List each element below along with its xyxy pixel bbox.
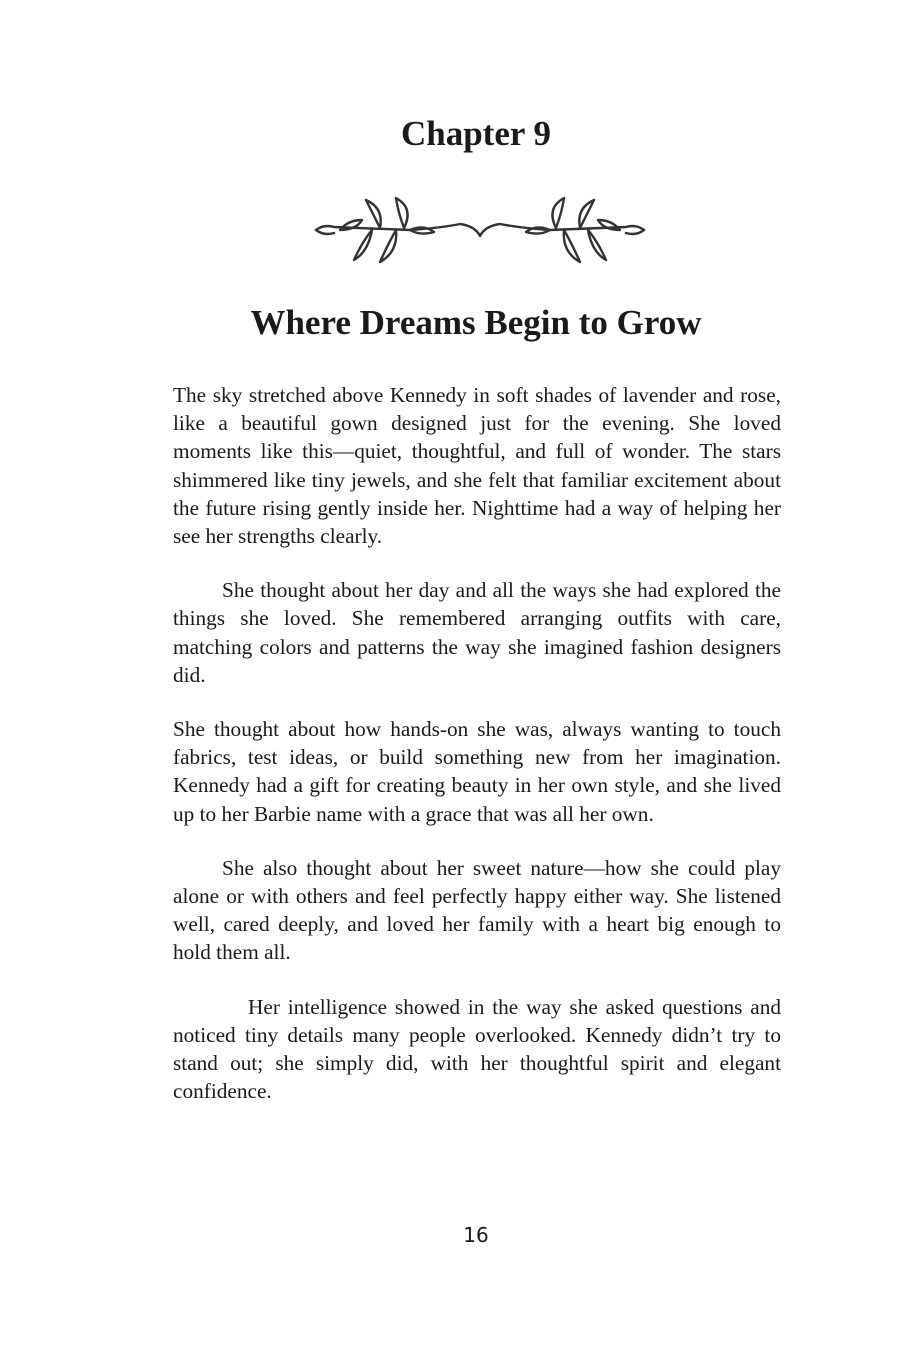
chapter-heading: Chapter 9 (400, 114, 552, 153)
paragraph: She thought about how hands-on she was, always wanting to touch fabrics, test ideas, or build something new from her imagination. Kennedy had a gift for creating beauty in her own style, and she lived up to her Barbie name with a grace that was all her own. (173, 717, 781, 826)
laurel-vine-divider-icon (310, 190, 650, 272)
page-number: 16 (463, 1223, 489, 1247)
body-text (173, 381, 781, 1131)
paragraph: She also thought about her sweet nature—how she could play alone or with others and feel perfectly happy either way. She listened well, cared deeply, and loved her family with a heart big enough to hold them all. (173, 855, 781, 965)
paragraph: Her intelligence showed in the way she asked questions and noticed tiny details many people overlooked. Kennedy didn’t try to stand out; she simply did, with her thoughtful spirit and elegant confidence. (173, 994, 781, 1104)
paragraph: She thought about her day and all the ways she had explored the things she loved. She remembered arranging outfits with care, matching colors and patterns the way she imagined fashion designers did. (173, 578, 781, 687)
chapter-title: Where Dreams Begin to Grow (250, 303, 702, 342)
paragraph: The sky stretched above Kennedy in soft shades of lavender and rose, like a beautiful gown designed just for the evening. She loved moments like this—quiet, thoughtful, and full of wonder. The stars shimmered like tiny jewels, and she felt that familiar excitement about the future rising gently inside her. Nighttime had a way of helping her see her strengths clearly. (173, 383, 781, 549)
